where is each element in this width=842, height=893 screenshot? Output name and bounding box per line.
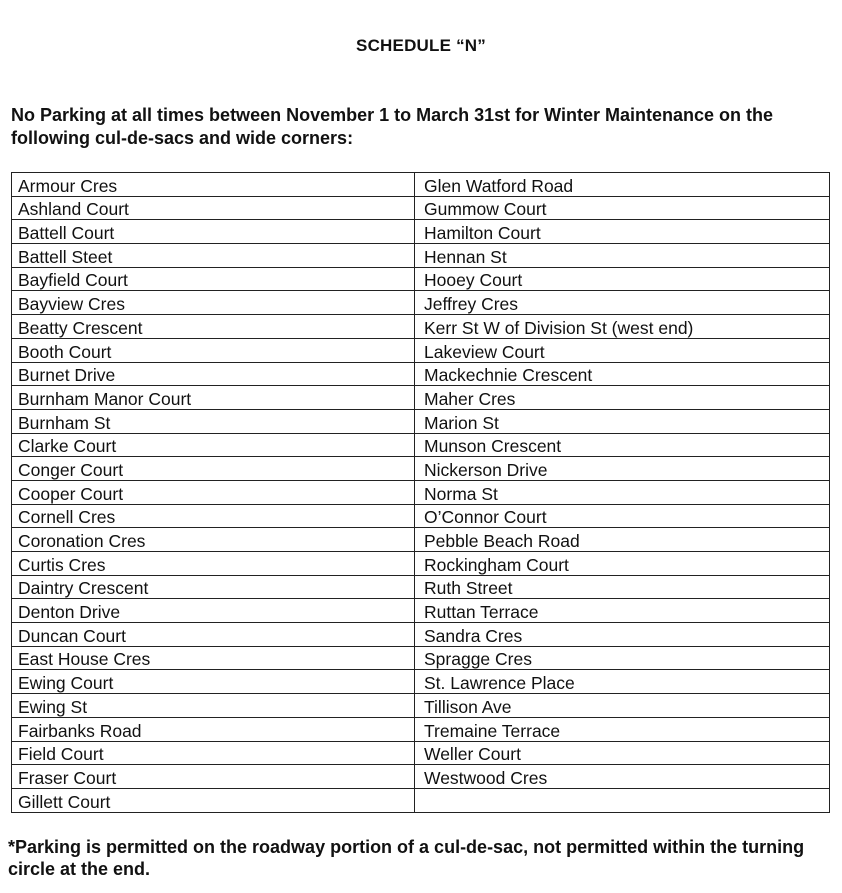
street-name-left: Conger Court (12, 457, 415, 481)
table-row (12, 788, 830, 812)
street-name-left: Denton Drive (12, 599, 415, 623)
table-row (12, 457, 830, 481)
table-row (12, 315, 830, 339)
street-name-right: Westwood Cres (415, 765, 830, 789)
table-row (12, 244, 830, 268)
street-name-right: Kerr St W of Division St (west end) (415, 315, 830, 339)
street-name-left: Bayfield Court (12, 267, 415, 291)
street-name-right: Nickerson Drive (415, 457, 830, 481)
street-name-right: Spragge Cres (415, 646, 830, 670)
street-name-right: Mackechnie Crescent (415, 362, 830, 386)
street-name-left: Booth Court (12, 338, 415, 362)
street-name-right: Munson Crescent (415, 433, 830, 457)
street-name-right: Lakeview Court (415, 338, 830, 362)
table-row (12, 717, 830, 741)
street-name-right: Rockingham Court (415, 552, 830, 576)
table-row (12, 362, 830, 386)
table-row (12, 694, 830, 718)
table-row (12, 433, 830, 457)
street-name-left: Beatty Crescent (12, 315, 415, 339)
table-row (12, 528, 830, 552)
street-name-left: Burnham Manor Court (12, 386, 415, 410)
table-row (12, 386, 830, 410)
table-row (12, 173, 830, 197)
street-name-right: Marion St (415, 409, 830, 433)
street-name-right: Tillison Ave (415, 694, 830, 718)
street-name-left: Clarke Court (12, 433, 415, 457)
intro-paragraph: No Parking at all times between November 1 to March 31st for Winter Maintenance on the following cul-de-sacs and wide corners: (11, 105, 774, 148)
footnote: *Parking is permitted on the roadway portion of a cul-de-sac, not permitted within the turning circle at the end. (8, 837, 805, 879)
schedule-title: SCHEDULE “N” (356, 36, 486, 55)
street-name-right: Sandra Cres (415, 623, 830, 647)
street-name-left: Cornell Cres (12, 504, 415, 528)
street-name-left: Bayview Cres (12, 291, 415, 315)
table-row (12, 267, 830, 291)
street-name-left: Ewing Court (12, 670, 415, 694)
street-name-right (415, 788, 830, 812)
street-name-left: Armour Cres (12, 173, 415, 197)
street-name-left: Gillett Court (12, 788, 415, 812)
street-name-right: Maher Cres (415, 386, 830, 410)
table-row (12, 552, 830, 576)
street-name-right: Hooey Court (415, 267, 830, 291)
street-name-left: Coronation Cres (12, 528, 415, 552)
table-row (12, 409, 830, 433)
street-name-right: Tremaine Terrace (415, 717, 830, 741)
table-row (12, 646, 830, 670)
street-name-left: Fraser Court (12, 765, 415, 789)
table-row (12, 599, 830, 623)
street-name-left: Battell Steet (12, 244, 415, 268)
street-name-right: Hamilton Court (415, 220, 830, 244)
table-row (12, 196, 830, 220)
street-name-left: Ewing St (12, 694, 415, 718)
street-name-right: Norma St (415, 480, 830, 504)
table-row (12, 575, 830, 599)
street-table-body (12, 173, 830, 813)
table-row (12, 338, 830, 362)
table-row (12, 741, 830, 765)
street-name-left: Curtis Cres (12, 552, 415, 576)
street-name-left: Burnham St (12, 409, 415, 433)
street-name-left: East House Cres (12, 646, 415, 670)
table-row (12, 291, 830, 315)
street-name-right: Gummow Court (415, 196, 830, 220)
street-name-right: Glen Watford Road (415, 173, 830, 197)
street-name-right: Pebble Beach Road (415, 528, 830, 552)
street-name-right: Ruttan Terrace (415, 599, 830, 623)
street-name-left: Field Court (12, 741, 415, 765)
table-row (12, 220, 830, 244)
street-name-left: Duncan Court (12, 623, 415, 647)
table-row (12, 670, 830, 694)
table-row (12, 504, 830, 528)
street-name-left: Fairbanks Road (12, 717, 415, 741)
street-name-right: Hennan St (415, 244, 830, 268)
street-name-left: Daintry Crescent (12, 575, 415, 599)
street-name-left: Ashland Court (12, 196, 415, 220)
street-name-right: St. Lawrence Place (415, 670, 830, 694)
street-name-right: Jeffrey Cres (415, 291, 830, 315)
street-name-left: Cooper Court (12, 480, 415, 504)
table-row (12, 480, 830, 504)
table-row (12, 765, 830, 789)
street-name-right: Ruth Street (415, 575, 830, 599)
street-name-left: Burnet Drive (12, 362, 415, 386)
street-name-right: O’Connor Court (415, 504, 830, 528)
street-name-right: Weller Court (415, 741, 830, 765)
table-row (12, 623, 830, 647)
street-table (11, 172, 830, 813)
street-name-left: Battell Court (12, 220, 415, 244)
